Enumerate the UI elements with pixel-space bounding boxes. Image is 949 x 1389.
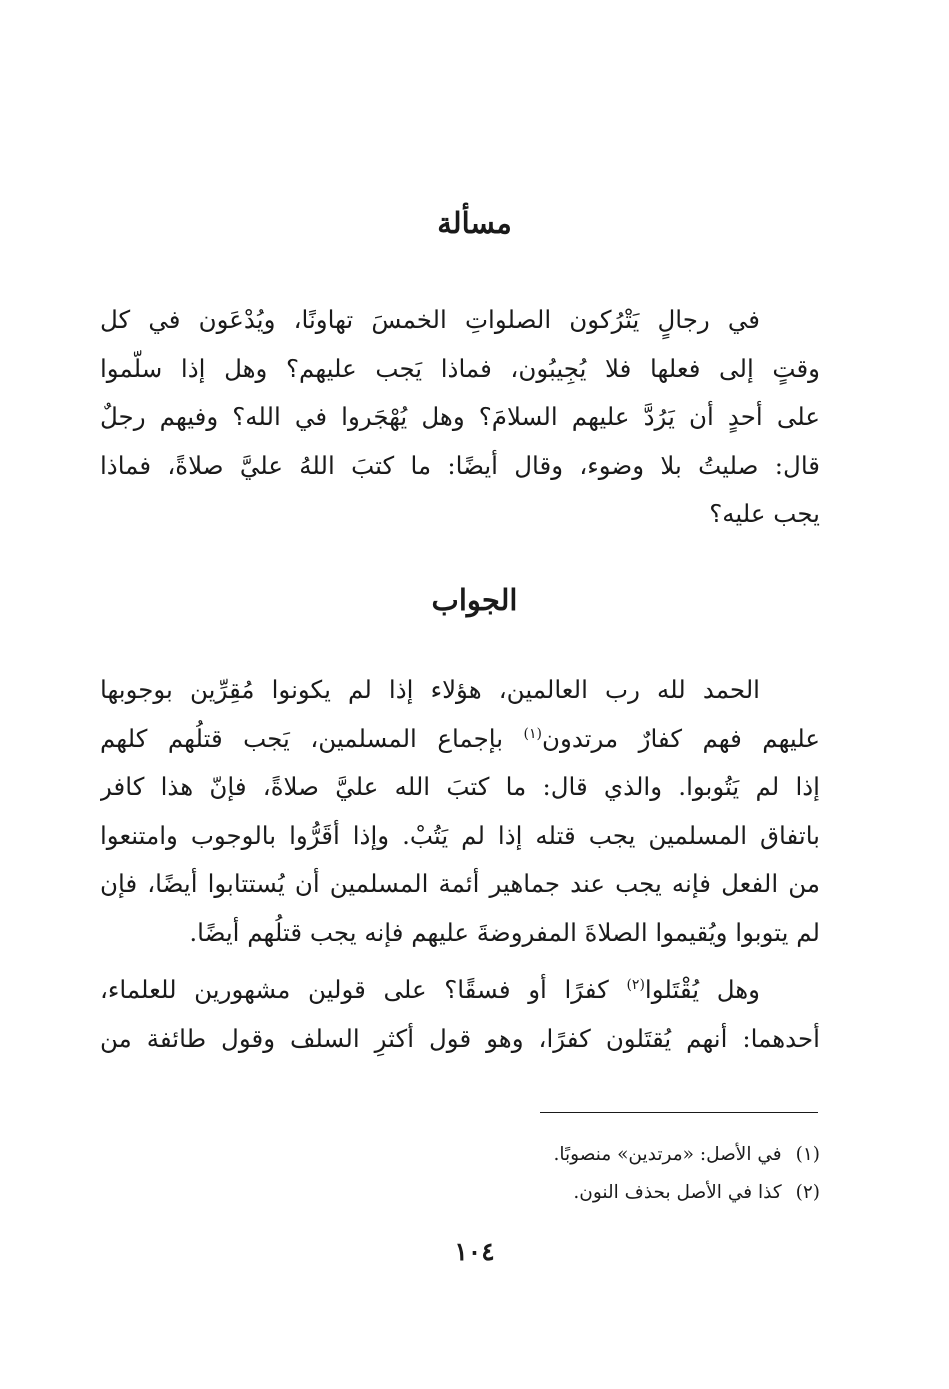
question-line: يجب عليه؟ [709, 499, 820, 529]
answer-line: الحمد لله رب العالمين، هؤلاء إذا لم يكونوا مُقِرِّين بوجوبها [100, 675, 760, 704]
footnotes [300, 1136, 820, 1212]
answer-line-part: كفرًا أو فسقًا؟ على قولين مشهورين للعلماء، [100, 975, 609, 1004]
answer-line: باتفاق المسلمين يجب قتله إذا لم يَتُبْ. وإذا أقَرُّوا بالوجوب وامتنعوا [100, 820, 820, 850]
answer-heading: الجواب [431, 583, 518, 617]
question-paragraph [100, 296, 820, 539]
answer-line-part: عليهم فهم كفارٌ مرتدون [542, 723, 820, 753]
footnote-text: في الأصل: «مرتدين» منصوبًا. [553, 1144, 782, 1165]
answer-line-part: بإجماع المسلمين، يَجب قتلُهم كلهم [100, 723, 504, 753]
answer-line: لم يتوبوا ويُقيموا الصلاةَ المفروضةَ عليهم فإنه يجب قتلُهم أيضًا. [189, 917, 820, 947]
page-number: ١٠٤ [454, 1237, 495, 1266]
question-heading: مسألة [437, 206, 512, 240]
question-line: على أحدٍ أن يَرُدَّ عليهم السلامَ؟ وهل يُهْجَروا في الله؟ وفيهم رجلٌ [100, 402, 820, 432]
answer-line: أحدهما: أنهم يُقتَلون كفرًا، وهو قول أكثرِ السلف وقول طائفة من [100, 1023, 820, 1053]
answer-line [100, 715, 820, 764]
question-line: قال: صليتُ بلا وضوء، وقال أيضًا: ما كتبَ اللهُ عليَّ صلاةً، فماذا [100, 450, 820, 480]
footnote-text: كذا في الأصل بحذف النون. [573, 1182, 782, 1203]
footnote-2 [300, 1174, 820, 1212]
question-line: وقتٍ إلى فعلها فلا يُجِيبُون، فماذا يَجب عليهم؟ وهل إذا سلّموا [100, 353, 820, 383]
answer-paragraph-2 [100, 966, 820, 1063]
question-line: في رجالٍ يَتْرُكون الصلواتِ الخمسَ تهاونًا، ويُدْعَون في كل [100, 305, 760, 334]
footnote-number: (١) [795, 1144, 820, 1165]
footnote-number: (٢) [795, 1182, 820, 1203]
answer-line: من الفعل فإنه يجب عند جماهير أئمة المسلمين أن يُستتابوا أيضًا، فإن [100, 869, 820, 899]
footnote-divider [540, 1112, 818, 1113]
footnote-1 [300, 1136, 820, 1174]
footnote-ref-1[interactable]: (١) [523, 725, 542, 742]
answer-paragraph [100, 666, 820, 958]
answer-line: إذا لم يَتُوبوا. والذي قال: ما كتبَ الله عليَّ صلاةً، فإنّ هذا كافر [100, 772, 820, 802]
answer-line [100, 966, 820, 1015]
answer-line-part: وهل يُقْتَلوا [644, 975, 761, 1004]
footnote-ref-2[interactable]: (٢) [626, 977, 645, 993]
